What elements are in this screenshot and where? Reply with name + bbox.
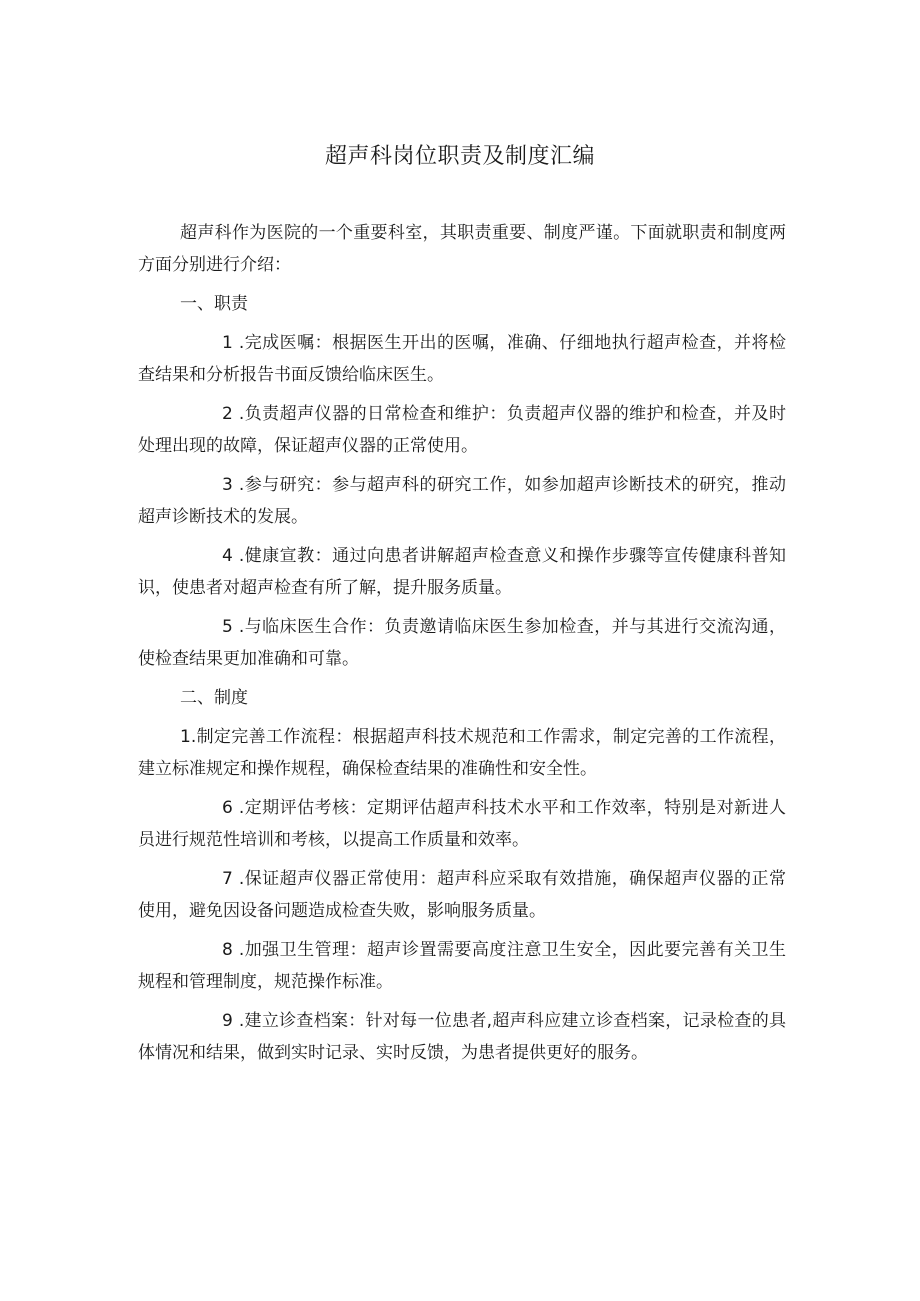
rule-item bbox=[138, 1005, 786, 1069]
item-text: .定期评估考核：定期评估超声科技术水平和工作效率，特别是对新进人员进行规范性培训和考核，以提高工作质量和效率。 bbox=[138, 798, 786, 850]
item-number: 5 bbox=[222, 617, 233, 637]
duty-item bbox=[138, 398, 786, 462]
rule-item bbox=[138, 934, 786, 998]
item-number: 8 bbox=[222, 940, 233, 960]
duty-item bbox=[138, 327, 786, 391]
item-number: 3 bbox=[222, 475, 233, 495]
item-number: 4 bbox=[222, 546, 233, 566]
item-text: .健康宣教：通过向患者讲解超声检查意义和操作步骤等宣传健康科普知识，使患者对超声检查有所了解，提升服务质量。 bbox=[138, 546, 786, 598]
duty-item bbox=[138, 469, 786, 533]
item-number: 7 bbox=[222, 869, 233, 889]
rule-item bbox=[138, 863, 786, 927]
item-number: 2 bbox=[222, 404, 233, 424]
item-number: 6 bbox=[222, 798, 233, 818]
document-body bbox=[138, 217, 786, 1076]
item-text: .加强卫生管理：超声诊置需要高度注意卫生安全，因此要完善有关卫生规程和管理制度，规范操作标准。 bbox=[138, 940, 786, 992]
section-heading-duties: 一、职责 bbox=[180, 294, 248, 314]
section-heading-rules: 二、制度 bbox=[180, 688, 248, 708]
item-text: .建立诊查档案：针对每一位患者,超声科应建立诊查档案，记录检查的具体情况和结果，做到实时记录、实时反馈，为患者提供更好的服务。 bbox=[138, 1011, 786, 1063]
item-text: .与临床医生合作：负责邀请临床医生参加检查，并与其进行交流沟通，使检查结果更加准确和可靠。 bbox=[138, 617, 786, 669]
intro-paragraph: 超声科作为医院的一个重要科室，其职责重要、制度严谨。下面就职责和制度两方面分别进行介绍： bbox=[138, 223, 786, 275]
document-title: 超声科岗位职责及制度汇编 bbox=[324, 144, 595, 169]
rule-item bbox=[138, 792, 786, 856]
duty-item bbox=[138, 611, 786, 675]
rule-item: 1.制定完善工作流程：根据超声科技术规范和工作需求，制定完善的工作流程，建立标准规定和操作规程，确保检查结果的准确性和安全性。 bbox=[138, 727, 786, 779]
item-text: .完成医嘱：根据医生开出的医嘱，准确、仔细地执行超声检查，并将检查结果和分析报告书面反馈给临床医生。 bbox=[138, 333, 786, 385]
item-number: 1 bbox=[222, 333, 233, 353]
item-text: .参与研究：参与超声科的研究工作，如参加超声诊断技术的研究，推动超声诊断技术的发展。 bbox=[138, 475, 786, 527]
item-text: .负责超声仪器的日常检查和维护：负责超声仪器的维护和检查，并及时处理出现的故障，保证超声仪器的正常使用。 bbox=[138, 404, 786, 456]
item-text: .保证超声仪器正常使用：超声科应采取有效措施，确保超声仪器的正常使用，避免因设备问题造成检查失败，影响服务质量。 bbox=[138, 869, 786, 921]
item-number: 9 bbox=[222, 1011, 233, 1031]
duty-item bbox=[138, 540, 786, 604]
